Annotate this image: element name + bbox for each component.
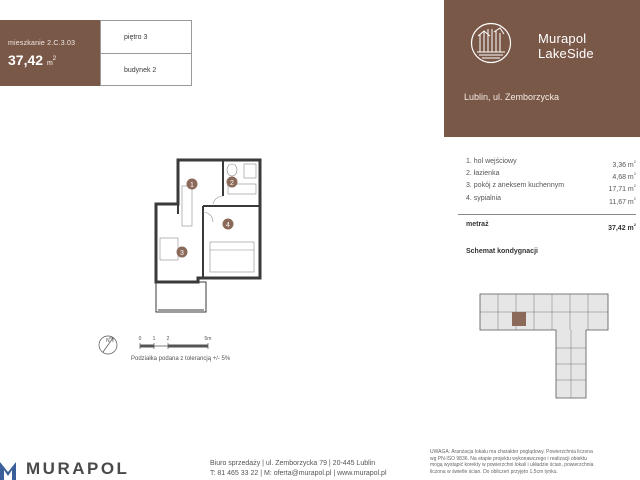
room-marker-4: 4 [226, 222, 230, 229]
building-info: budynek 2 [100, 53, 192, 86]
floor-schema [468, 290, 628, 402]
room-list [466, 156, 636, 205]
scale-tick-2: 2 [166, 336, 170, 342]
lakeside-logo-icon [470, 22, 512, 64]
murapol-logo-text: MURAPOL [26, 459, 130, 478]
room-marker-1: 1 [190, 182, 194, 189]
apartment-code: mieszkanie 2.C.3.03 [8, 40, 76, 47]
list-item: 3. pokój z aneksem kuchennym 17,71 $m^2$ [466, 182, 636, 194]
apartment-location-marker [512, 312, 526, 326]
total-area: metraż 37,42 $m^2$ [466, 221, 636, 232]
floor-info: piętro 3 [100, 20, 192, 53]
scale-note: Podziałka podana z tolerancją +/- 5% [131, 356, 231, 362]
list-item: 1. hol wejściowy 3,36 $m^2$ [466, 158, 636, 169]
divider [458, 214, 636, 215]
list-item: 2. łazienka 4,68 $m^2$ [466, 170, 636, 182]
scale-bar [96, 330, 266, 370]
room-marker-3: 3 [180, 250, 184, 257]
murapol-logo-icon [0, 456, 16, 480]
floor-plan [148, 156, 268, 316]
scale-tick-5m: 5m [204, 336, 212, 342]
apartment-area: 37,42 $m^2$ [8, 52, 57, 68]
room-marker-2: 2 [230, 180, 234, 187]
north-label: N [106, 338, 110, 344]
brand-panel [444, 0, 640, 137]
scale-tick-1: 1 [152, 336, 156, 342]
apartment-header [0, 20, 100, 86]
schema-title: Schemat kondygnacji [466, 248, 538, 255]
contact-info: Biuro sprzedaży | ul. Zemborzycka 79 | 20-445 Lublin T: 81 465 33 22 | M: oferta@murapol.pl | www.murapol.pl [210, 460, 387, 477]
disclaimer: UWAGA: Aranżacja lokalu ma charakter poglądowy. Powierzchnia liczona wg PN-ISO 9836. Na etapie projektu wykonawczego i realizacji obiektu mogą wystąpić korekty w powierzchni lokali i układzie ścian, powierzchnia liczona w świetle ścian. Do obliczeń przyjęto 1,5cm tynku. [430, 449, 594, 475]
list-item: 4. sypialnia 11,67 $m^2$ [466, 194, 636, 206]
brand-name: Murapol LakeSide [538, 31, 594, 61]
brand-location: Lublin, ul. Zemborzycka [464, 92, 560, 102]
scale-tick-0: 0 [138, 336, 142, 342]
